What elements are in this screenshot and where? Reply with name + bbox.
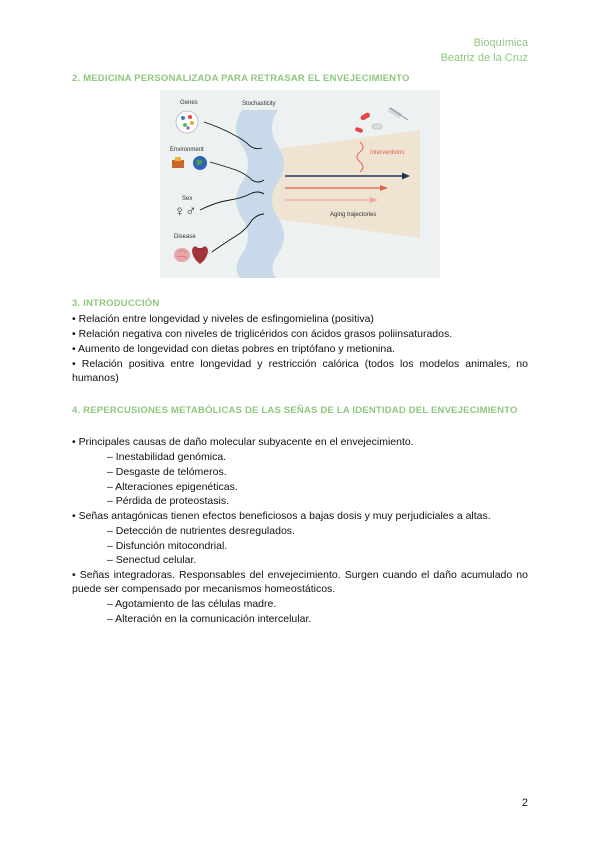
section-2-title: 2. MEDICINA PERSONALIZADA PARA RETRASAR EL ENVEJECIMIENTO <box>72 73 410 84</box>
page-number: 2 <box>521 797 528 809</box>
sub-item: – Senectud celular. <box>107 554 197 566</box>
bullet-line: • Aumento de longevidad con dietas pobres en triptófano y metionina. <box>72 343 395 355</box>
bullet-line: • Señas antagónicas tienen efectos beneficiosos a bajas dosis y muy perjudiciales a altas. <box>72 510 491 522</box>
section-3-title: 3. INTRODUCCIÓN <box>72 298 160 309</box>
sub-item: – Inestabilidad genómica. <box>107 451 227 463</box>
bullet-line: • Relación positiva entre longevidad y restricción calórica (todos los modelos animales, no humanos) <box>72 358 528 384</box>
label-interventions: Interventions <box>370 150 405 156</box>
bullet-line: • Principales causas de daño molecular subyacente en el envejecimiento. <box>72 436 414 448</box>
section-4-title: 4. REPERCUSIONES METABÓLICAS DE LAS SEÑAS DE LA IDENTIDAD DEL ENVEJECIMIENTO <box>72 405 518 416</box>
sub-item: – Disfunción mitocondrial. <box>107 540 228 552</box>
bullet-line: • Relación negativa con niveles de triglicéridos con ácidos grasos poliinsaturados. <box>72 328 453 340</box>
bullet-line: • Relación entre longevidad y niveles de esfingomielina (positiva) <box>72 313 374 325</box>
sub-item: – Agotamiento de las células madre. <box>107 598 277 610</box>
aging-diagram <box>160 90 440 278</box>
header-author: Beatriz de la Cruz <box>440 52 528 64</box>
syringe-icon <box>387 107 408 120</box>
trajectory-cone <box>270 130 420 238</box>
bullet-line: • Señas integradoras. Responsables del envejecimiento. Surgen cuando el daño acumulado no puede ser compensado por mecanismos homeostáticos. <box>72 569 528 595</box>
disease-organs-icon <box>174 246 208 264</box>
label-stochasticity: Stochasticity <box>242 101 276 107</box>
label-disease: Disease <box>174 234 196 240</box>
sex-symbols-icon: ♀♂ <box>174 203 197 220</box>
aging-figure <box>160 90 440 278</box>
label-aging-trajectories: Aging trajectories <box>330 212 377 218</box>
label-environment: Environment <box>170 147 204 153</box>
sub-item: – Alteración en la comunicación intercelular. <box>107 613 312 625</box>
sub-item: – Alteraciones epigenéticas. <box>107 481 238 493</box>
genes-icon <box>176 111 198 133</box>
environment-icon <box>172 156 207 170</box>
sub-item: – Detección de nutrientes desregulados. <box>107 525 295 537</box>
label-genes: Genes <box>180 100 198 106</box>
pills-icon <box>355 112 382 133</box>
header-subject: Bioquímica <box>473 37 528 49</box>
sub-item: – Desgaste de telómeros. <box>107 466 227 478</box>
sub-item: – Pérdida de proteostasis. <box>107 495 229 507</box>
label-sex: Sex <box>182 196 193 202</box>
